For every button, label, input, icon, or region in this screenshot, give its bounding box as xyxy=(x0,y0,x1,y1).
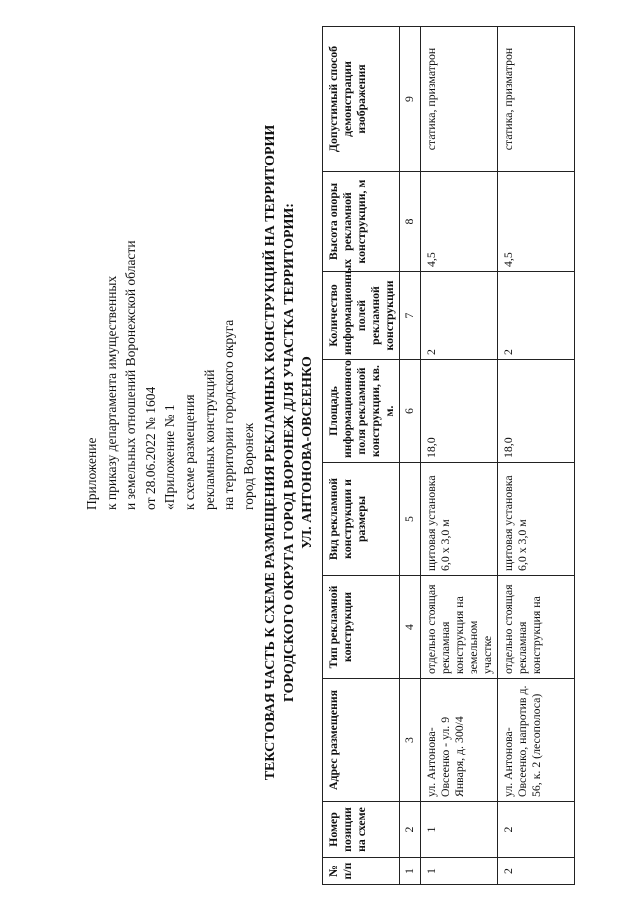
order-appendix-header xyxy=(82,90,258,510)
table-row xyxy=(498,27,575,885)
column-header: Номер позиции на схеме xyxy=(323,802,400,858)
header-line: рекламных конструкций xyxy=(201,369,217,510)
document-title xyxy=(262,0,318,905)
column-header: Высота опоры рекламной конструкции, м xyxy=(323,172,400,272)
table-cell: статика, призматрон xyxy=(498,27,575,172)
table-cell: отдельно стоящая рекламная конструкция на xyxy=(498,576,575,679)
title-line-3: УЛ. АНТОНОВА-ОВСЕЕНКО xyxy=(300,356,315,549)
column-header: Вид рекламной конструкции и размеры xyxy=(323,463,400,576)
column-number: 9 xyxy=(400,27,421,172)
header-line: «Приложение № 1 xyxy=(162,404,178,510)
table-cell: отдельно стоящая рекламная конструкция на земельном участке xyxy=(421,576,498,679)
table-cell: 2 xyxy=(498,272,575,360)
advertising-structures-table xyxy=(322,26,575,885)
table-cell: 1 xyxy=(421,858,498,885)
table-cell: 1 xyxy=(421,802,498,858)
column-number: 7 xyxy=(400,272,421,360)
column-header: Допустимый способ демонстрации изображения xyxy=(323,27,400,172)
header-line: от 28.06.2022 № 1604 xyxy=(142,386,158,510)
table-cell: щитовая установка 6,0 х 3,0 м xyxy=(498,463,575,576)
column-number: 6 xyxy=(400,360,421,463)
header-line: город Воронеж xyxy=(240,422,256,510)
column-header: Количество информационных полей рекламной конструкции xyxy=(323,272,400,360)
column-number: 4 xyxy=(400,576,421,679)
header-line: к схеме размещения xyxy=(181,394,197,510)
table-cell: 18,0 xyxy=(421,360,498,463)
column-header: Площадь информационного поля рекламной конструкции, кв. м. xyxy=(323,360,400,463)
column-number: 3 xyxy=(400,679,421,802)
column-number: 1 xyxy=(400,858,421,885)
column-header: Адрес размещения xyxy=(323,679,400,802)
table-cell: 4,5 xyxy=(498,172,575,272)
column-number: 2 xyxy=(400,802,421,858)
title-line-1: ТЕКСТОВАЯ ЧАСТЬ К СХЕМЕ РАЗМЕЩЕНИЯ РЕКЛАМНЫХ КОНСТРУКЦИЙ НА ТЕРРИТОРИИ xyxy=(263,124,278,781)
table-cell: 4,5 xyxy=(421,172,498,272)
header-line: Приложение xyxy=(84,437,99,510)
column-header: № п/п xyxy=(323,858,400,885)
column-number: 8 xyxy=(400,172,421,272)
table-cell: ул. Антонова-Овсеенко, напротив д. 56, к. 2 (лесополоса) xyxy=(498,679,575,802)
table-cell: 2 xyxy=(498,858,575,885)
table-row xyxy=(421,27,498,885)
header-line: к приказу департамента имущественных xyxy=(103,275,119,510)
column-number: 5 xyxy=(400,463,421,576)
column-header: Тип рекламной конструкции xyxy=(323,576,400,679)
table-header-row xyxy=(323,27,400,885)
column-number-row xyxy=(400,27,421,885)
title-line-2: ГОРОДСКОГО ОКРУГА ГОРОД ВОРОНЕЖ ДЛЯ УЧАСТКА ТЕРРИТОРИИ: xyxy=(281,203,297,702)
header-line: и земельных отношений Воронежской области xyxy=(123,240,139,510)
table-cell: статика, призматрон xyxy=(421,27,498,172)
table-cell: 2 xyxy=(421,272,498,360)
header-line: на территории городского округа xyxy=(221,319,237,510)
table-cell: 2 xyxy=(498,802,575,858)
table-cell: 18,0 xyxy=(498,360,575,463)
table-cell: щитовая установка 6,0 х 3,0 м xyxy=(421,463,498,576)
table-cell: ул. Антонова-Овсеенко - ул. 9 Января, д. 300/4 xyxy=(421,679,498,802)
